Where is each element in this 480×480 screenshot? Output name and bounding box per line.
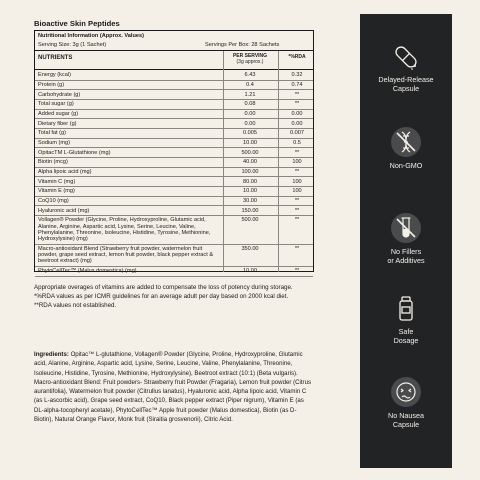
- col-rda: *%RDA: [288, 54, 306, 60]
- nutrient-name: Energy (kcal): [38, 72, 71, 79]
- nutrition-heading: Nutritional Information (Approx. Values): [38, 33, 144, 39]
- col-nutrients: NUTRIENTS: [38, 55, 73, 61]
- per-serving-value: 40.00: [243, 159, 257, 166]
- nutrition-rows: [35, 71, 313, 277]
- feature-panel: [360, 14, 452, 468]
- table-row: [35, 81, 313, 91]
- column-headers: [35, 51, 313, 70]
- rda-value: 0.74: [291, 81, 303, 88]
- nutrient-name: Vitamin C (mg): [38, 178, 76, 185]
- per-serving-value: 500.00: [241, 149, 259, 156]
- per-serving-value: 0.08: [244, 101, 256, 108]
- rda-value: 0.00: [291, 120, 303, 127]
- ingredients-text: [34, 350, 312, 424]
- ingredients-label: Ingredients:: [34, 351, 69, 358]
- feature-label: Safe: [398, 327, 414, 336]
- per-serving-value: 150.00: [241, 207, 259, 214]
- nutrient-name: Hyaluronic acid (mg): [38, 207, 90, 214]
- nutrient-name: Total sugar (g): [38, 101, 74, 108]
- table-row: [35, 110, 313, 120]
- rda-value: **: [294, 168, 300, 175]
- table-row: [35, 139, 313, 149]
- rda-value: **: [294, 149, 300, 156]
- table-row: [35, 267, 313, 277]
- product-title: Bioactive Skin Peptides: [34, 19, 120, 28]
- rda-value: 100: [292, 178, 302, 185]
- nutrient-name: OpitacTM L-Glutathione (mg): [38, 149, 111, 156]
- rda-value: **: [294, 197, 300, 204]
- feature-label: or Additives: [387, 255, 425, 265]
- feature-label: Capsule: [392, 419, 420, 429]
- bottle-icon: [391, 294, 421, 324]
- feature-no-fillers: [360, 212, 452, 265]
- rda-value: 100: [292, 159, 302, 166]
- col-per-serving-sub: (3g approx.): [236, 59, 264, 65]
- nutrient-name: CoQ10 (mg): [38, 197, 69, 204]
- nutrient-name: PhytoCellTec™ (Malus domestica) (mg): [38, 268, 137, 275]
- feature-non-gmo: [360, 126, 452, 171]
- rda-value: **: [294, 245, 300, 252]
- nutrient-name: Added sugar (g): [38, 110, 79, 117]
- feature-label: No Nausea: [388, 411, 424, 420]
- table-row: [35, 71, 313, 81]
- nutrient-name: Sodium (mg): [38, 139, 71, 146]
- per-serving-value: 80.00: [243, 178, 257, 185]
- per-serving-value: 10.00: [243, 188, 257, 195]
- per-serving-value: 6.43: [244, 72, 256, 79]
- nutrient-name: Macro-antioxidant Blend (Strawberry fruit powder, watermelon fruit powder, grape seed extract, lemon fruit powder, black pepper extract & beetroot extract) (mg): [38, 245, 214, 265]
- table-row: [35, 168, 313, 178]
- nutrition-header: [35, 31, 313, 51]
- feature-safe-dosage: [360, 294, 452, 345]
- nutrient-name: Protein (g): [38, 81, 65, 88]
- feature-delayed-release: [360, 42, 452, 93]
- per-serving-value: 0.005: [243, 130, 257, 137]
- servings-per-box: Servings Per Box: 28 Sachets: [205, 42, 280, 48]
- rda-value: 0.32: [291, 72, 303, 79]
- per-serving-value: 500.00: [241, 217, 259, 224]
- table-row: [35, 177, 313, 187]
- footnote: *%RDA values as per ICMR guidelines for an average adult per day based on 2000 kcal diet.: [34, 293, 289, 300]
- rda-value: **: [294, 91, 300, 98]
- serving-size: Serving Size: 3g (1 Sachet): [38, 42, 107, 48]
- nutrient-name: Carbohydrate (g): [38, 91, 81, 98]
- per-serving-value: 1.21: [244, 91, 256, 98]
- capsule-icon: [391, 42, 421, 72]
- rda-value: **: [294, 101, 300, 108]
- nutrition-table: [34, 30, 314, 275]
- rda-value: **: [294, 217, 300, 224]
- feature-label: Non-GMO: [389, 161, 423, 170]
- table-row: [35, 245, 313, 267]
- nausea-face-icon: [390, 376, 422, 408]
- table-row: [35, 216, 313, 245]
- ingredients-list: Opitac™ L-glutathione, Vollagen® Powder (Glycine, Proline, Hydroxyproline, Glutamic acid, Alanine, Arginine, Aspartic acid, Lysine, Serine, Leucine, Valine, Phenylalanine, Threonine, Isoleucine, Histidine, Tyrosine, Methionine, Hydroxylysine), Beetroot extract (10:1) (Beta vulgaris). Macro-antioxidant Blend: Fruit powders- Strawberry fruit Powder (Fragaria), Lemon fruit powder (Citrus aurantifolia), Watermelon fruit powder (Citrullus lanatus), Hyaluronic acid, Alpha lipoic acid, Vitamin C (as L-ascorbic acid), Grape seed extract, CoQ10, Black pepper extract (Piper nigrum), Vitamin E (as DL-alpha-tocopheryl acetate), PhytoCellTec™ Apple fruit powder (Malus domestica), Biotin (as D-Biotin), Natural Orange Flavor, Monk fruit (Siraitia grosvenorii), Citric Acid.: [34, 351, 312, 424]
- rda-value: 100: [292, 188, 302, 195]
- per-serving-value: 30.00: [243, 197, 257, 204]
- table-row: [35, 129, 313, 139]
- nutrient-name: Total fat (g): [38, 130, 66, 137]
- table-row: [35, 100, 313, 110]
- col-per-serving-label: PER SERVING: [232, 53, 268, 59]
- rda-value: 0.007: [290, 130, 304, 137]
- feature-label: Capsule: [392, 83, 420, 93]
- table-row: [35, 197, 313, 207]
- per-serving-value: 10.00: [243, 139, 257, 146]
- per-serving-value: 350.00: [241, 245, 259, 252]
- nutrient-name: Vollagen® Powder (Glycine, Proline, Hydroxyproline, Glutamic acid, Alanine, Arginine, Aspartic acid, Lysine, Serine, Leucine, Valine, Phenylalanine, Threonine, Isoleucine, Histidine, Tyrosine, Methionine, Hydroxylysine) (mg): [38, 217, 211, 243]
- rda-value: **: [294, 207, 300, 214]
- nutrient-name: Dietary fiber (g): [38, 120, 77, 127]
- rda-value: 0.5: [293, 139, 301, 146]
- col-per-serving: [226, 53, 274, 65]
- table-row: [35, 158, 313, 168]
- rda-value: **: [294, 268, 300, 275]
- footnote: **RDA values not established.: [34, 302, 117, 309]
- per-serving-value: 0.00: [244, 110, 256, 117]
- per-serving-value: 10.00: [243, 268, 257, 275]
- footnotes: [34, 283, 314, 310]
- table-row: [35, 148, 313, 158]
- feature-no-nausea: [360, 376, 452, 429]
- feature-label: Delayed-Release: [378, 75, 434, 84]
- nutrient-name: Alpha lipoic acid (mg): [38, 168, 92, 175]
- per-serving-value: 0.00: [244, 120, 256, 127]
- nutrient-name: Vitamin E (mg): [38, 188, 75, 195]
- no-dna-icon: [390, 126, 422, 158]
- per-serving-value: 100.00: [241, 168, 259, 175]
- feature-label: Dosage: [393, 335, 419, 345]
- rda-value: 0.00: [291, 110, 303, 117]
- no-test-tube-icon: [390, 212, 422, 244]
- per-serving-value: 0.4: [246, 81, 254, 88]
- nutrient-name: Biotin (mcg): [38, 159, 68, 166]
- table-row: [35, 90, 313, 100]
- table-row: [35, 119, 313, 129]
- footnote: Appropriate overages of vitamins are added to compensate the loss of potency during storage.: [34, 284, 293, 291]
- table-row: [35, 187, 313, 197]
- feature-label: No Fillers: [390, 247, 422, 256]
- table-row: [35, 206, 313, 216]
